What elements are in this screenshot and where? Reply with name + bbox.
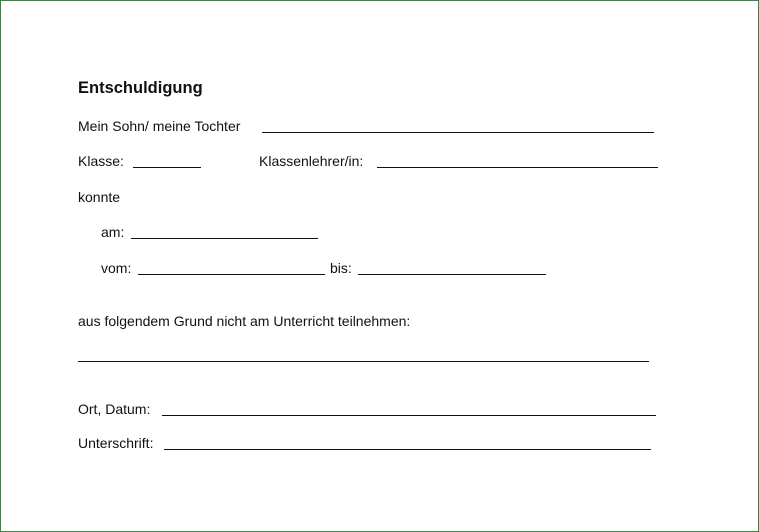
reason-label: aus folgendem Grund nicht am Unterricht teilnehmen: xyxy=(78,313,411,329)
class-label: Klasse: xyxy=(78,153,124,169)
to-date-line[interactable] xyxy=(358,274,546,275)
student-name-line[interactable] xyxy=(262,132,654,133)
place-date-line[interactable] xyxy=(162,415,656,416)
teacher-line[interactable] xyxy=(377,167,658,168)
from-date-label: vom: xyxy=(101,260,132,276)
teacher-label: Klassenlehrer/in: xyxy=(259,153,364,169)
from-date-line[interactable] xyxy=(138,274,325,275)
signature-line[interactable] xyxy=(164,449,651,450)
place-date-label: Ort, Datum: xyxy=(78,401,151,417)
reason-line[interactable] xyxy=(78,361,649,362)
class-line[interactable] xyxy=(133,167,201,168)
could-label: konnte xyxy=(78,189,121,205)
on-date-label: am: xyxy=(101,224,125,240)
student-label: Mein Sohn/ meine Tochter xyxy=(78,118,241,134)
form-title: Entschuldigung xyxy=(78,79,203,97)
on-date-line[interactable] xyxy=(131,238,318,239)
to-date-label: bis: xyxy=(330,260,352,276)
signature-label: Unterschrift: xyxy=(78,435,154,451)
